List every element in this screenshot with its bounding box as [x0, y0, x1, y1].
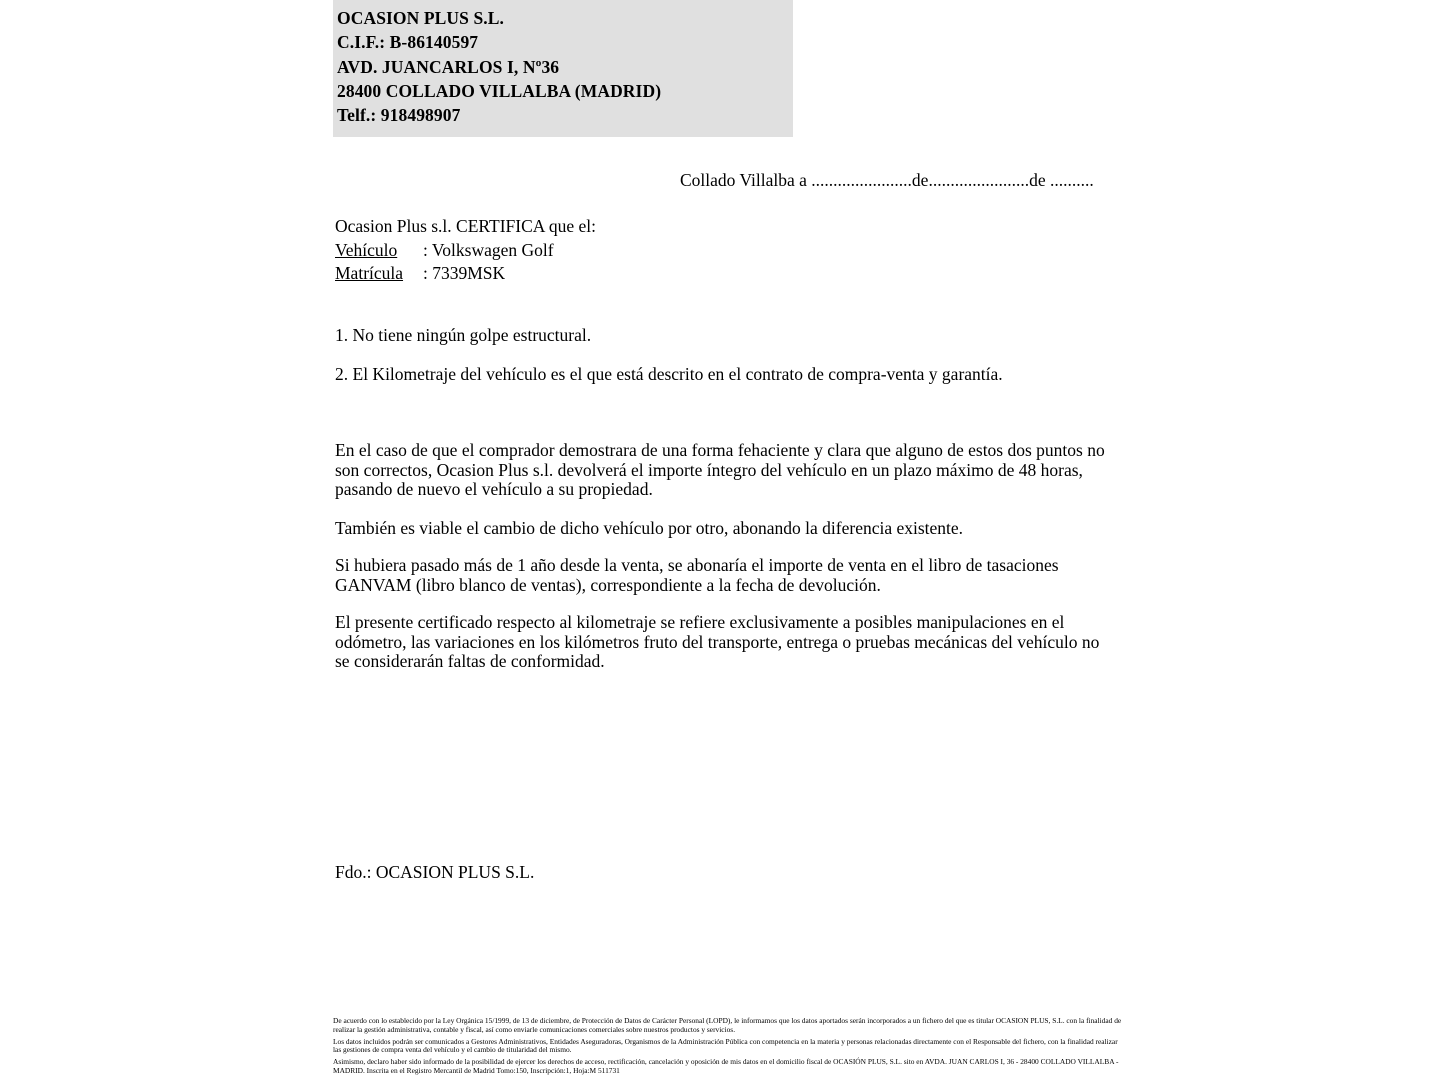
- footer-paragraph-2: Los datos incluidos podrán ser comunicados a Gestores Administrativos, Entidades Aseguradoras, Organismos de la Administración Pública con competencia en la materia y personas relacionadas directamente con el Responsable del fichero, con la finalidad realizar las gestiones de compra venta del vehículo y el cambio de titularidad del mismo.: [333, 1036, 1118, 1055]
- footer-paragraph-1: De acuerdo con lo establecido por la Ley Orgánica 15/1999, de 13 de diciembre, de Protección de Datos de Carácter Personal (LOPD), le informamos que los datos aportados serán incorporados a un fichero del que es titular OCASION PLUS, S.L. con la finalidad de realizar la gestión administrativa, contable y fiscal, así como enviarle comunicaciones comerciales sobre nuestros productos y servicios.: [333, 1016, 1122, 1034]
- company-city: 28400 COLLADO VILLALBA (MADRID): [337, 80, 662, 101]
- plate-label: Matrícula: [335, 263, 404, 283]
- vehicle-label: Vehículo: [335, 239, 398, 260]
- paragraph-refund: En el caso de que el comprador demostrara de una forma fehaciente y clara que alguno de estos dos puntos no son correctos, Ocasion Plus s.l. devolverá el importe íntegro del vehículo en un plazo máximo de 48 horas, pasando de nuevo el vehículo a su propiedad.: [335, 440, 1105, 499]
- vehicle-value: Volkswagen Golf: [431, 239, 554, 260]
- signature-line: Fdo.: OCASION PLUS S.L.: [335, 862, 535, 882]
- footer-legal-notice: [333, 1017, 1123, 1076]
- date-line: Collado Villalba a .......................de.......................de ..........: [680, 170, 1094, 190]
- vehicle-separator: :: [423, 239, 432, 260]
- vehicle-row: [335, 239, 596, 263]
- point-1: 1. No tiene ningún golpe estructural.: [335, 325, 592, 345]
- company-street: AVD. JUANCARLOS I, Nº36: [337, 56, 560, 77]
- paragraph-odometer: El presente certificado respecto al kilometraje se refiere exclusivamente a posibles manipulaciones en el odómetro, las variaciones en los kilómetros fruto del transporte, entrega o pruebas mecánicas del vehículo no se considerarán faltas de conformidad.: [335, 612, 1100, 671]
- plate-row: [335, 262, 596, 286]
- certification-block: [335, 215, 596, 286]
- paragraph-one-year: Si hubiera pasado más de 1 año desde la venta, se abonaría el importe de venta en el libro de tasaciones GANVAM (libro blanco de ventas), correspondiente a la fecha de devolución.: [335, 555, 1059, 595]
- company-name: OCASION PLUS S.L.: [337, 8, 505, 28]
- footer-paragraph-3: Asimismo, declaro haber sido informado de la posibilidad de ejercer los derechos de acceso, rectificación, cancelación y oposición de mis datos en el domicilio fiscal de OCASIÓN PLUS, S.L. sito en AVDA. JUAN CARLOS I, 36 - 28400 COLLADO VILLALBA - MADRID. Inscrita en el Registro Mercantil de Madrid Tomo:150, Inscripción:1, Hoja:M 511731: [333, 1057, 1119, 1075]
- plate-value: 7339MSK: [432, 263, 506, 283]
- company-letterhead: [333, 0, 793, 137]
- point-2: 2. El Kilometraje del vehículo es el que está descrito en el contrato de compra-venta y garantía.: [335, 364, 1003, 384]
- paragraph-exchange: También es viable el cambio de dicho vehículo por otro, abonando la diferencia existente.: [335, 518, 964, 538]
- company-cif: C.I.F.: B-86140597: [337, 32, 479, 53]
- certify-intro: Ocasion Plus s.l. CERTIFICA que el:: [335, 216, 596, 236]
- plate-separator: :: [423, 263, 433, 283]
- company-phone: Telf.: 918498907: [337, 105, 461, 126]
